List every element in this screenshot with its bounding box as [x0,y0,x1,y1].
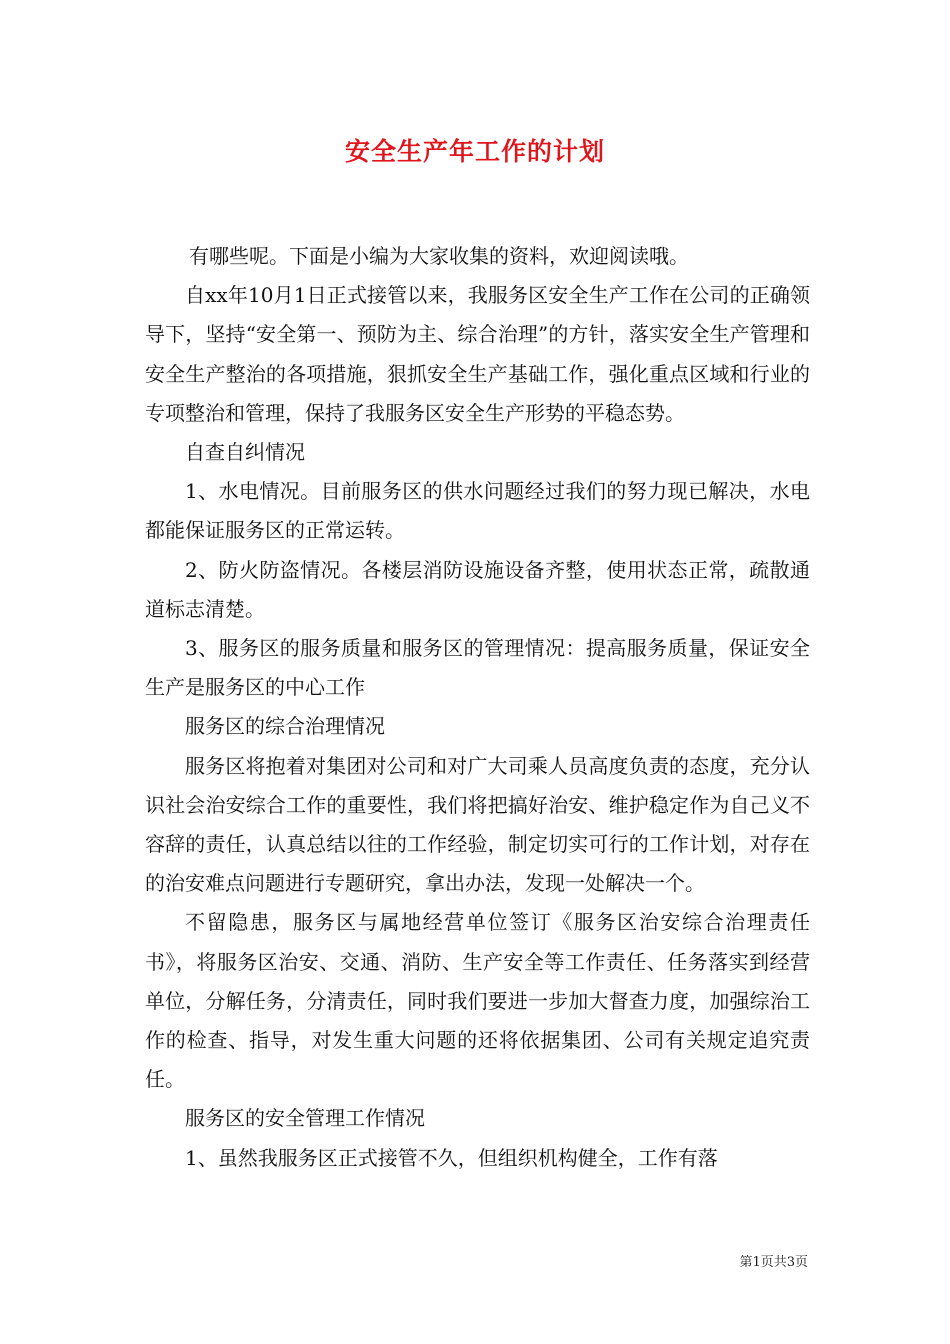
paragraph-responsibility: 不留隐患，服务区与属地经营单位签订《服务区治安综合治理责任书》，将服务区治安、交通、消防、生产安全等工作责任、任务落实到经营单位，分解任务，分清责任，同时我们要进一步加大督查力度，加强综治工作的检查、指导，对发生重大问题的还将依据集团、公司有关规定追究责任。 [145,910,810,1092]
paragraph-service-quality: 3、服务区的服务质量和服务区的管理情况：提高服务质量，保证安全生产是服务区的中心工作 [145,636,810,700]
page-number: 第1页共3页 [739,1255,808,1270]
section-heading-comprehensive: 服务区的综合治理情况 [185,714,385,739]
document-title: 安全生产年工作的计划 [344,137,605,166]
paragraph-intro: 有哪些呢。下面是小编为大家收集的资料，欢迎阅读哦。 [189,244,689,268]
section-heading-self-check: 自查自纠情况 [185,440,305,465]
paragraph-fire-theft: 2、防火防盗情况。各楼层消防设施设备齐整，使用状态正常，疏散通道标志清楚。 [145,557,810,621]
document-body [145,237,810,1178]
paragraph-overview: 自xx年10月1日正式接管以来，我服务区安全生产工作在公司的正确领导下，坚持“安全第一、预防为主、综合治理”的方针，落实安全生产管理和安全生产整治的各项措施，狠抓安全生产基础工作，强化重点区域和行业的专项整治和管理，保持了我服务区安全生产形势的平稳态势。 [145,283,810,425]
paragraph-organization: 1、虽然我服务区正式接管不久，但组织机构健全，工作有落 [185,1145,718,1170]
paragraph-water-electric: 1、水电情况。目前服务区的供水问题经过我们的努力现已解决，水电都能保证服务区的正常运转。 [145,479,810,543]
paragraph-comprehensive: 服务区将抱着对集团对公司和对广大司乘人员高度负责的态度，充分认识社会治安综合工作的重要性，我们将把搞好治安、维护稳定作为自己义不容辞的责任，认真总结以往的工作经验，制定切实可行的工作计划，对存在的治安难点问题进行专题研究，拿出办法，发现一处解决一个。 [145,753,810,896]
section-heading-safety-management: 服务区的安全管理工作情况 [185,1106,425,1131]
